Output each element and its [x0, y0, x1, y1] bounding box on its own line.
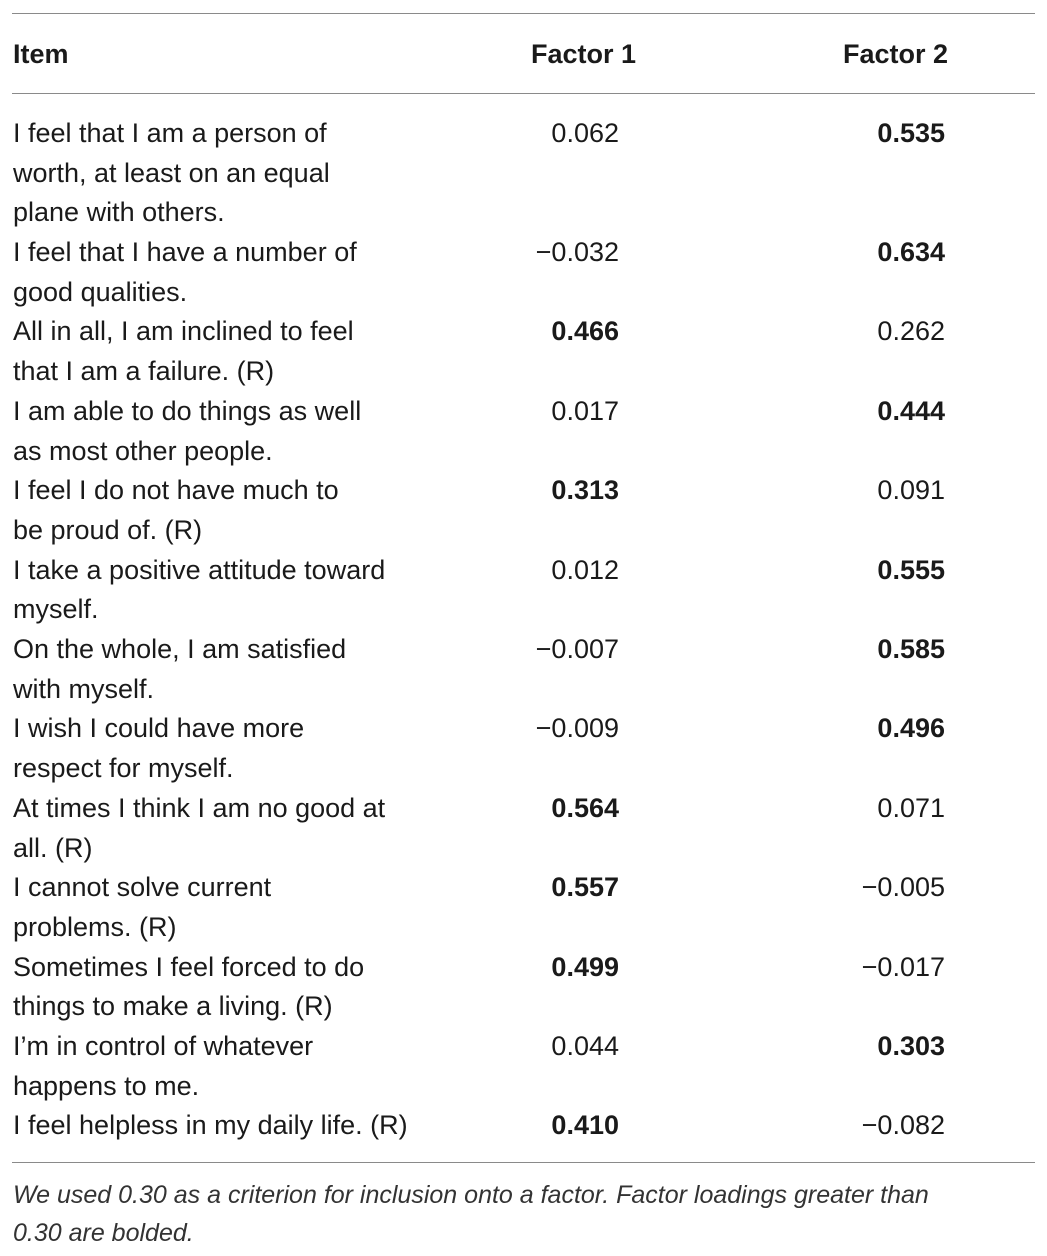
- item-text-line: On the whole, I am satisfied: [13, 634, 347, 665]
- factor-2-loading: −0.082: [861, 1110, 945, 1141]
- factor-2-loading: 0.444: [877, 395, 945, 426]
- factor-2-loading: 0.555: [877, 554, 945, 585]
- header-factor-1: Factor 1: [531, 39, 637, 69]
- item-text: [13, 471, 433, 550]
- item-text: [13, 233, 433, 312]
- factor-2-loading: 0.496: [877, 713, 945, 744]
- factor-1-loading: 0.410: [551, 1110, 619, 1141]
- factor-1-loading: 0.044: [551, 1031, 619, 1061]
- footnote-line: 0.30 are bolded.: [13, 1219, 194, 1247]
- factor-1-loading: 0.062: [551, 118, 619, 148]
- item-text: [13, 312, 433, 391]
- table-row: [0, 114, 1047, 233]
- item-text-line: I wish I could have more: [13, 713, 305, 744]
- item-text-line: things to make a living. (R): [13, 991, 333, 1022]
- footnote-line: We used 0.30 as a criterion for inclusion onto a factor. Factor loadings greater than: [13, 1181, 929, 1209]
- table-row: [0, 392, 1047, 471]
- factor-2-loading: 0.634: [877, 237, 945, 268]
- header-divider-rule: [12, 93, 1035, 94]
- factor-1-loading: −0.007: [535, 634, 619, 665]
- item-text-line: I’m in control of whatever: [13, 1031, 314, 1061]
- factor-1-loading: −0.009: [535, 713, 619, 744]
- table-body: [0, 114, 1047, 1146]
- factor-1-loading: −0.032: [535, 237, 619, 268]
- table-row: [0, 868, 1047, 947]
- item-text-line: I feel I do not have much to: [13, 475, 339, 506]
- table-row: [0, 233, 1047, 312]
- factor-2-loading: 0.071: [877, 792, 945, 823]
- table-bottom-rule: [12, 1162, 1035, 1163]
- factor-2-loading: 0.535: [877, 118, 945, 148]
- factor-1-loading: 0.466: [551, 316, 619, 347]
- table-row: [0, 312, 1047, 391]
- factor-2-loading: 0.303: [877, 1031, 945, 1061]
- factor-1-loading: 0.017: [551, 395, 619, 426]
- item-text: [13, 948, 433, 1027]
- item-text-line: plane with others.: [13, 197, 225, 228]
- item-text-line: At times I think I am no good at: [13, 792, 386, 823]
- item-text: [13, 630, 433, 709]
- item-text-line: be proud of. (R): [13, 514, 203, 545]
- item-text: [13, 709, 433, 788]
- table-row: [0, 551, 1047, 630]
- factor-2-loading: 0.262: [877, 316, 945, 347]
- table-row: [0, 709, 1047, 788]
- item-text-line: myself.: [13, 594, 99, 625]
- item-text-line: I cannot solve current: [13, 872, 272, 903]
- item-text-line: I feel helpless in my daily life. (R): [13, 1110, 408, 1141]
- item-text: [13, 551, 433, 630]
- item-text-line: that I am a failure. (R): [13, 356, 275, 387]
- item-text: [13, 868, 433, 947]
- factor-1-loading: 0.012: [551, 554, 619, 585]
- item-text-line: I feel that I have a number of: [13, 237, 357, 268]
- item-text-line: respect for myself.: [13, 753, 234, 784]
- factor-1-loading: 0.313: [551, 475, 619, 506]
- table-row: [0, 1027, 1047, 1106]
- item-text-line: happens to me.: [13, 1070, 200, 1101]
- item-text-line: problems. (R): [13, 911, 177, 942]
- table-header: [0, 34, 1047, 74]
- factor-2-loading: −0.005: [861, 872, 945, 903]
- header-item: Item: [13, 39, 69, 69]
- item-text-line: good qualities.: [13, 276, 188, 307]
- factor-2-loading: 0.585: [877, 634, 945, 665]
- factor-1-loading: 0.499: [551, 951, 619, 982]
- factor-2-loading: 0.091: [877, 475, 945, 506]
- table-row: [0, 789, 1047, 868]
- item-text-line: I feel that I am a person of: [13, 118, 327, 148]
- item-text-line: I take a positive attitude toward: [13, 554, 386, 585]
- item-text: [13, 114, 433, 233]
- table-top-rule: [12, 13, 1035, 14]
- item-text: [13, 392, 433, 471]
- item-text: [13, 1106, 433, 1146]
- item-text-line: All in all, I am inclined to feel: [13, 316, 354, 347]
- table-row: [0, 630, 1047, 709]
- item-text-line: Sometimes I feel forced to do: [13, 951, 365, 982]
- item-text-line: with myself.: [13, 673, 155, 704]
- item-text-line: worth, at least on an equal: [13, 157, 330, 188]
- item-text: [13, 1027, 433, 1106]
- item-text-line: all. (R): [13, 832, 93, 863]
- item-text: [13, 789, 433, 868]
- table-row: [0, 471, 1047, 550]
- factor-2-loading: −0.017: [861, 951, 945, 982]
- factor-1-loading: 0.557: [551, 872, 619, 903]
- header-factor-2: Factor 2: [843, 39, 949, 69]
- item-text-line: as most other people.: [13, 435, 273, 466]
- factor-1-loading: 0.564: [551, 792, 619, 823]
- table-row: [0, 1106, 1047, 1146]
- item-text-line: I am able to do things as well: [13, 395, 362, 426]
- table-footnote: [13, 1176, 1023, 1252]
- table-row: [0, 948, 1047, 1027]
